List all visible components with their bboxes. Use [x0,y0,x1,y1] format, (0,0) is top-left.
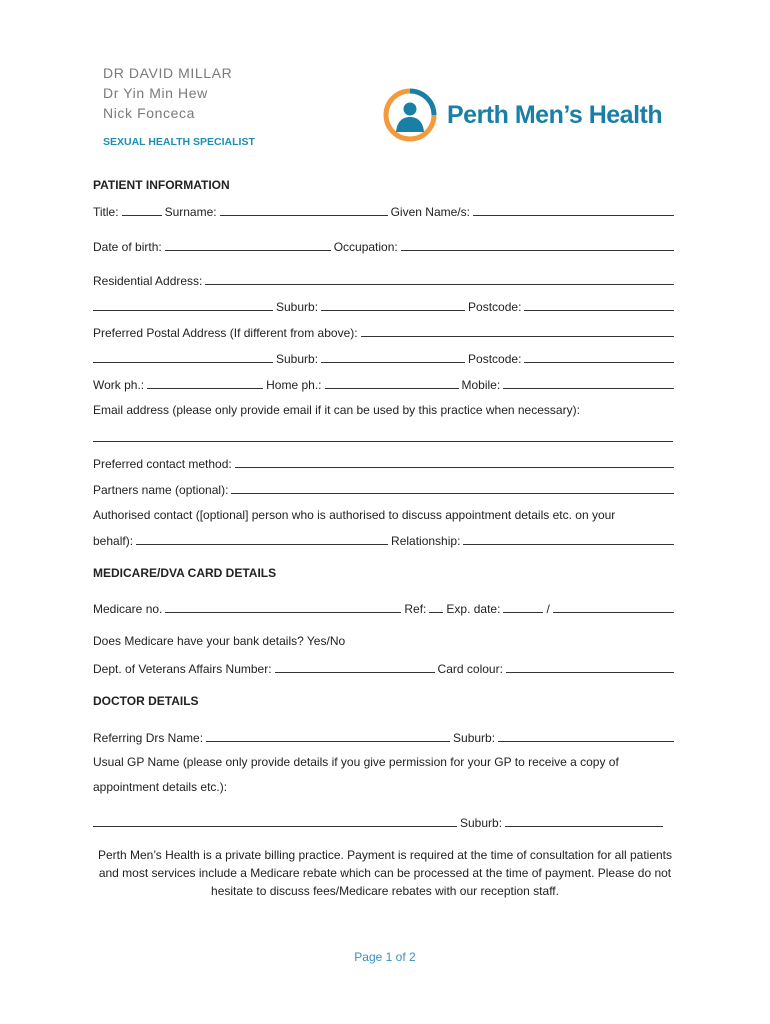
mobile-label: Mobile: [461,378,501,392]
man-figure-logo-icon [383,88,437,142]
given-name-label: Given Name/s: [390,205,470,219]
patient-information-heading: PATIENT INFORMATION [93,178,230,192]
postal-label: Preferred Postal Address (If different from above): [93,326,358,340]
behalf-label: behalf): [93,534,134,548]
suburb-label: Suburb: [460,816,503,830]
dob-field[interactable] [165,239,331,251]
postal-row [93,325,677,340]
suburb-field[interactable] [321,299,465,311]
exp-date-label: Exp. date: [446,602,501,616]
medicare-row [93,601,677,616]
doctor-name: Nick Fonceca [103,105,196,121]
doctor-names [103,63,232,123]
suburb-label: Suburb: [276,352,319,366]
surname-field[interactable] [220,204,388,216]
postcode-field[interactable] [524,299,674,311]
address-line2-field[interactable] [93,299,273,311]
postal-line2-field[interactable] [93,351,273,363]
ref-field[interactable] [429,601,443,613]
address-field[interactable] [205,273,674,285]
dob-row [93,239,677,254]
relationship-field[interactable] [463,533,674,545]
card-colour-label: Card colour: [437,662,503,676]
postal-field[interactable] [361,325,674,337]
ref-label: Ref: [404,602,427,616]
doctor-name: Dr Yin Min Hew [103,85,208,101]
specialist-subtitle: SEXUAL HEALTH SPECIALIST [103,136,255,148]
doctor-name: DR DAVID MILLAR [103,65,233,81]
email-field[interactable] [93,441,673,442]
contact-method-label: Preferred contact method: [93,457,232,471]
medicare-no-field[interactable] [165,601,401,613]
surname-label: Surname: [164,205,217,219]
referring-row [93,730,677,745]
partners-field[interactable] [231,482,674,494]
suburb-label: Suburb: [276,300,319,314]
exp-month-field[interactable] [503,601,543,613]
contact-method-row [93,456,677,471]
occupation-field[interactable] [401,239,674,251]
billing-note: Perth Men’s Health is a private billing practice. Payment is required at the time of consultation for all patients and most services include a Medicare rebate which can be processed at the time of payment. Please do not hesitate to discuss fees/Medicare rebates with our reception staff. [97,848,673,898]
name-row [93,204,677,219]
postcode-label: Postcode: [468,352,522,366]
behalf-row [93,533,677,548]
contact-method-field[interactable] [235,456,674,468]
dob-label: Date of birth: [93,240,162,254]
title-label: Title: [93,205,119,219]
medicare-bank-question: Does Medicare have your bank details? Yes/No [93,634,346,648]
appointment-details-label: appointment details etc.): [93,780,228,794]
address-suburb-row [93,299,677,314]
medicare-heading: MEDICARE/DVA CARD DETAILS [93,566,277,580]
postcode-label: Postcode: [468,300,522,314]
postal-postcode-field[interactable] [524,351,674,363]
postal-suburb-field[interactable] [321,351,465,363]
gp-row [93,815,677,830]
work-phone-field[interactable] [147,377,263,389]
home-phone-label: Home ph.: [266,378,322,392]
given-name-field[interactable] [473,204,674,216]
work-phone-label: Work ph.: [93,378,145,392]
address-label: Residential Address: [93,274,203,288]
address-row [93,273,677,288]
email-label: Email address (please only provide email if it can be used by this practice when necessary): [93,403,580,417]
authorised-contact-field[interactable] [136,533,388,545]
home-phone-field[interactable] [325,377,459,389]
date-slash: / [546,602,550,616]
title-field[interactable] [122,204,162,216]
perth-mens-health-logo [383,86,713,144]
page-number: Page 1 of 2 [354,950,416,964]
dva-field[interactable] [275,661,435,673]
card-colour-field[interactable] [506,661,674,673]
postal-suburb-row [93,351,677,366]
relationship-label: Relationship: [391,534,461,548]
usual-gp-label: Usual GP Name (please only provide details if you give permission for your GP to receive a copy of [93,755,619,769]
gp-suburb-field[interactable] [505,815,663,827]
referring-suburb-field[interactable] [498,730,674,742]
occupation-label: Occupation: [333,240,398,254]
mobile-field[interactable] [503,377,674,389]
partners-row [93,482,677,497]
doctor-details-heading: DOCTOR DETAILS [93,694,199,708]
referring-doctor-field[interactable] [206,730,450,742]
suburb-label: Suburb: [453,731,496,745]
logo-text: Perth Men’s Health [447,100,663,129]
phone-row [93,377,677,392]
partners-label: Partners name (optional): [93,483,229,497]
usual-gp-field[interactable] [93,815,457,827]
dva-label: Dept. of Veterans Affairs Number: [93,662,272,676]
referring-doctor-label: Referring Drs Name: [93,731,204,745]
dva-row [93,661,677,676]
medicare-no-label: Medicare no. [93,602,163,616]
authorised-label: Authorised contact ([optional] person who is authorised to discuss appointment details etc. on your [93,508,616,522]
exp-year-field[interactable] [553,601,674,613]
